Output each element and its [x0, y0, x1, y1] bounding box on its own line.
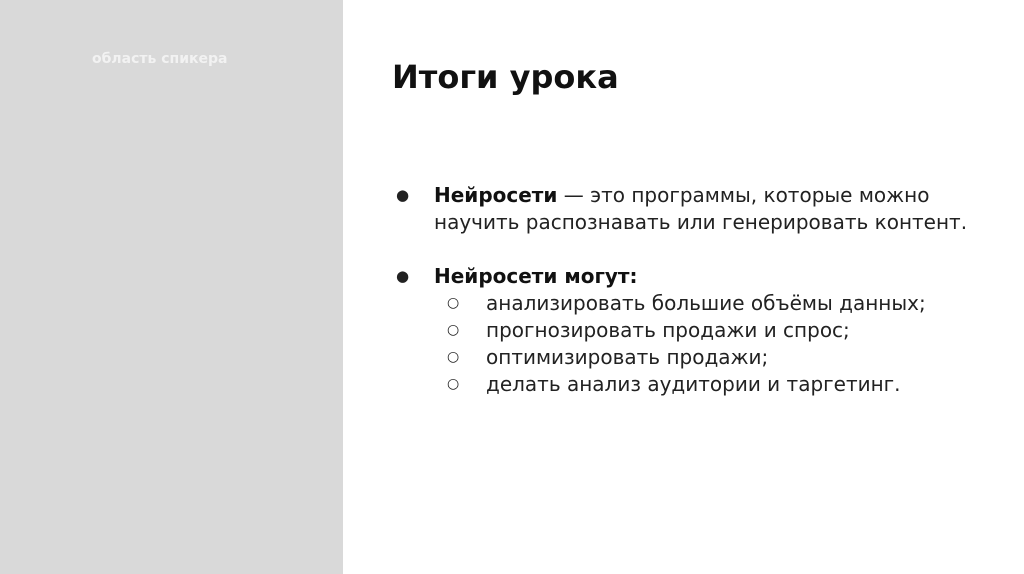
slide-title: Итоги урока	[392, 58, 619, 96]
bullet-term: Нейросети	[434, 183, 558, 207]
speaker-area	[0, 0, 343, 574]
capabilities-sublist	[434, 290, 992, 398]
bullet-dot-icon: ●	[396, 267, 410, 285]
sublist-item-text: оптимизировать продажи;	[486, 345, 769, 369]
bullet-dot-icon: ●	[396, 186, 410, 204]
bullet-item-definition	[392, 182, 992, 236]
circle-bullet-icon: ○	[447, 349, 460, 365]
bullet-definition-text: — это программы, которые можно научить распознавать или генерировать контент.	[434, 183, 968, 234]
sublist-item-text: анализировать большие объёмы данных;	[486, 291, 926, 315]
sublist-item-text: делать анализ аудитории и таргетинг.	[486, 372, 901, 396]
circle-bullet-icon: ○	[447, 376, 460, 392]
circle-bullet-icon: ○	[447, 295, 460, 311]
sublist-item	[434, 344, 992, 371]
circle-bullet-icon: ○	[447, 322, 460, 338]
sublist-item	[434, 371, 992, 398]
bullet-list	[392, 182, 992, 398]
sublist-item-text: прогнозировать продажи и спрос;	[486, 318, 850, 342]
bullet-item-capabilities	[392, 263, 992, 398]
sublist-item	[434, 317, 992, 344]
speaker-area-label: область спикера	[92, 51, 228, 67]
sublist-item	[434, 290, 992, 317]
bullet-capabilities-heading: Нейросети могут:	[434, 264, 638, 288]
